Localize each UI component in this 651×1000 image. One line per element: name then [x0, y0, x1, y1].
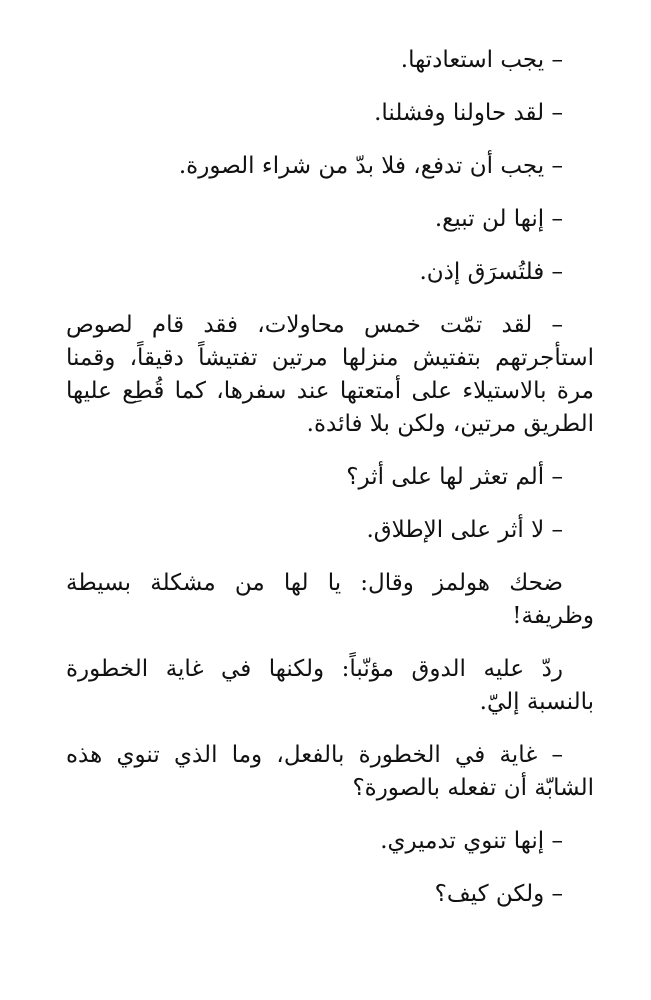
- dialogue-line: – لا أثر على الإطلاق.: [366, 517, 563, 543]
- narration-paragraph: ضحك هولمز وقال: يا لها من مشكلة بسيطة وظريفة!: [66, 570, 594, 629]
- dialogue-paragraph: – لقد تمّت خمس محاولات، فقد قام لصوص استأجرتهم بتفتيش منزلها مرتين تفتيشاً دقيقاً، وقمنا مرة بالاستيلاء على أمتعتها عند سفرها، كما قُطِع عليها الطريق مرتين، ولكن بلا فائدة.: [66, 312, 594, 437]
- book-page-text: [66, 44, 594, 931]
- dialogue-line: – لقد حاولنا وفشلنا.: [374, 100, 563, 126]
- dialogue-line: – إنها لن تبيع.: [434, 206, 563, 232]
- dialogue-line: – يجب استعادتها.: [400, 47, 563, 73]
- dialogue-line: – إنها تنوي تدميري.: [380, 828, 563, 854]
- dialogue-paragraph: – غاية في الخطورة بالفعل، وما الذي تنوي هذه الشابّة أن تفعله بالصورة؟: [66, 742, 594, 801]
- narration-paragraph: ردّ عليه الدوق مؤنّباً: ولكنها في غاية الخطورة بالنسبة إليّ.: [66, 656, 594, 715]
- dialogue-line: – فلتُسرَق إذن.: [419, 259, 563, 285]
- dialogue-line: – ألم تعثر لها على أثر؟: [346, 464, 563, 490]
- dialogue-line: – ولكن كيف؟: [434, 881, 563, 907]
- dialogue-line: – يجب أن تدفع، فلا بدّ من شراء الصورة.: [178, 153, 563, 179]
